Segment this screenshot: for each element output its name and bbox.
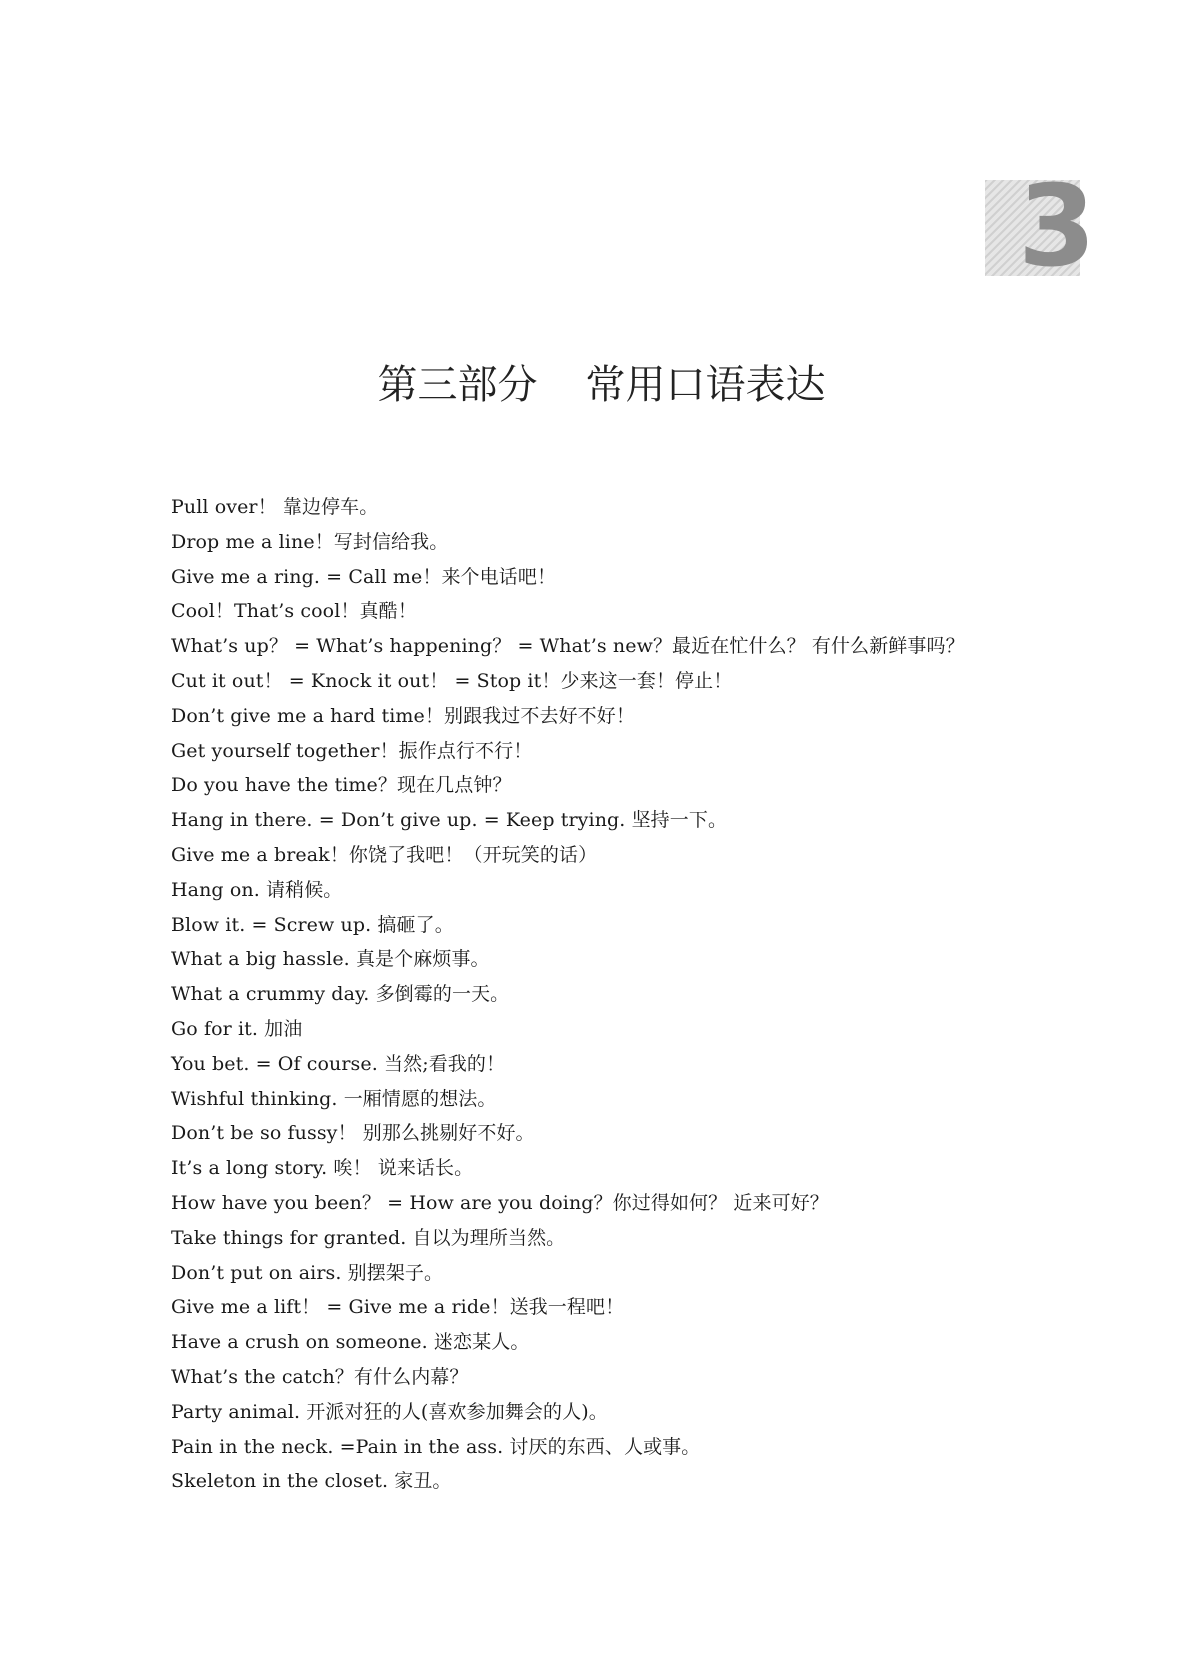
phrase-item: Have a crush on someone. 迷恋某人。 (171, 1331, 530, 1354)
phrase-item: Skeleton in the closet. 家丑。 (171, 1470, 452, 1493)
phrase-list (171, 490, 1101, 1499)
chapter-title (0, 355, 1203, 415)
phrase-item: Don’t be so fussy！ 别那么挑剔好不好。 (171, 1122, 535, 1145)
phrase-item: What a crummy day. 多倒霉的一天。 (171, 983, 510, 1006)
phrase-item: It’s a long story. 唉！ 说来话长。 (171, 1157, 474, 1180)
chapter-number: 3 (1018, 162, 1096, 292)
phrase-item: Go for it. 加油 (171, 1017, 303, 1040)
phrase-item: Cool！That’s cool！真酷！ (171, 600, 417, 623)
phrase-item: What’s the catch？有什么内幕？ (171, 1365, 469, 1388)
phrase-item: How have you been？ = How are you doing？你过得如何？ 近来可好？ (171, 1191, 829, 1214)
phrase-item: Give me a break！你饶了我吧！（开玩笑的话） (171, 843, 598, 866)
phrase-item: Pain in the neck. =Pain in the ass. 讨厌的东西、人或事。 (171, 1435, 701, 1458)
phrase-item: Blow it. = Screw up. 搞砸了。 (171, 913, 454, 936)
phrase-item: Wishful thinking. 一厢情愿的想法。 (171, 1087, 497, 1110)
phrase-item: Get yourself together！振作点行不行！ (171, 739, 533, 762)
phrase-item: You bet. = Of course. 当然;看我的！ (171, 1052, 506, 1075)
chapter-title-topic: 常用口语表达 (585, 362, 826, 408)
phrase-item: Give me a lift！ = Give me a ride！送我一程吧！ (171, 1296, 625, 1319)
phrase-item: Pull over！ 靠边停车。 (171, 496, 379, 518)
phrase-item: What a big hassle. 真是个麻烦事。 (171, 948, 490, 971)
chapter-title-part: 第三部分 (377, 362, 538, 408)
phrase-item: Don’t give me a hard time！别跟我过不去好不好！ (171, 704, 635, 727)
phrase-item: Hang on. 请稍候。 (171, 878, 343, 901)
phrase-item: Don’t put on airs. 别摆架子。 (171, 1261, 444, 1284)
phrase-item: Hang in there. = Don’t give up. = Keep trying. 坚持一下。 (171, 809, 728, 832)
phrase-item: Take things for granted. 自以为理所当然。 (171, 1226, 566, 1249)
phrase-item: Do you have the time？现在几点钟？ (171, 774, 512, 797)
phrase-item: What’s up？ = What’s happening？ = What’s new？最近在忙什么？ 有什么新鲜事吗？ (171, 635, 965, 658)
phrase-item: Drop me a line！写封信给我。 (171, 530, 449, 553)
phrase-item: Give me a ring. = Call me！来个电话吧！ (171, 565, 557, 588)
phrase-item: Party animal. 开派对狂的人(喜欢参加舞会的人)。 (171, 1400, 608, 1423)
phrase-item: Cut it out！ = Knock it out！ = Stop it！少来这一套！停止！ (171, 669, 733, 692)
